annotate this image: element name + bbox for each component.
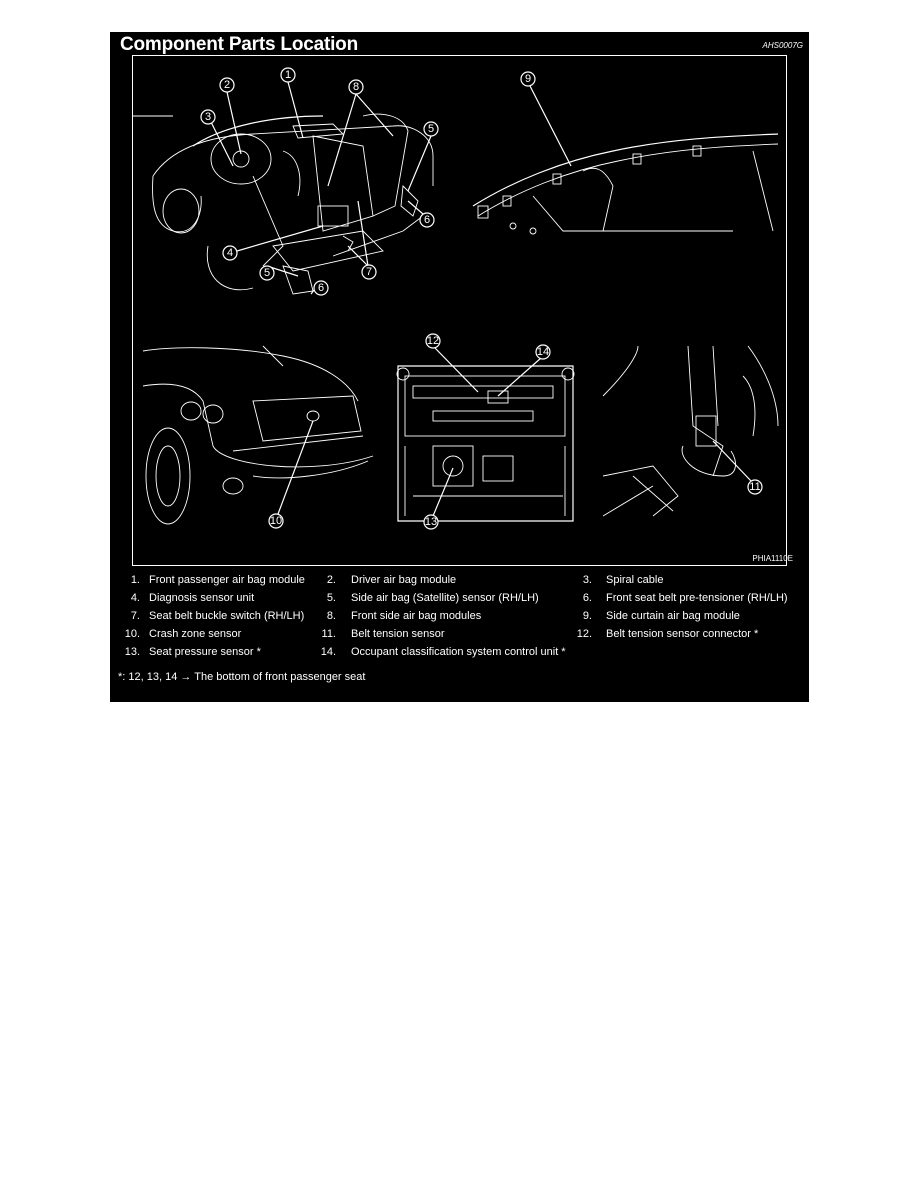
legend-label: Diagnosis sensor unit [149, 592, 255, 604]
legend-number: 13. [124, 646, 140, 658]
callout-group-belt [713, 441, 762, 494]
callout-group-cabin [201, 68, 438, 295]
callout-4: 4 [226, 247, 234, 259]
legend-label: Front passenger air bag module [149, 574, 305, 586]
legend-label: Driver air bag module [351, 574, 457, 586]
footnote: *: 12, 13, 14 → The bottom of front passenger seat [118, 671, 366, 683]
legend-label: Side curtain air bag module [606, 610, 740, 622]
legend-number: 14. [320, 646, 336, 658]
legend-label: Belt tension sensor [351, 628, 445, 640]
document-code: AHS0007G [762, 41, 803, 50]
page-title: Component Parts Location [120, 34, 358, 55]
figure-code: PHIA1110E [752, 554, 793, 563]
callout-2: 2 [223, 79, 231, 91]
legend-number: 9. [582, 610, 592, 622]
component-location-panel [110, 32, 809, 702]
callout-1: 1 [284, 69, 292, 81]
legend-number: 3. [582, 574, 592, 586]
callout-6: 6 [423, 214, 431, 226]
seat-underside-illustration [397, 366, 574, 521]
legend-number: 4. [130, 592, 140, 604]
cabin-interior-illustration [133, 114, 433, 294]
legend-number: 6. [582, 592, 592, 604]
legend-number: 11. [321, 628, 336, 640]
legend-label: Front side air bag modules [351, 610, 482, 622]
front-exterior-illustration [143, 346, 373, 524]
legend-number: 10. [124, 628, 140, 640]
callout-group-exterior [269, 421, 313, 528]
legend-number: 2. [326, 574, 336, 586]
legend-number: 8. [326, 610, 336, 622]
component-diagram [132, 55, 787, 566]
callout-14: 14 [536, 346, 550, 358]
callout-3: 3 [204, 111, 212, 123]
legend-label: Crash zone sensor [149, 628, 242, 640]
side-curtain-illustration [473, 134, 778, 234]
legend-number: 12. [576, 628, 592, 640]
callout-5: 5 [427, 123, 435, 135]
callout-6b: 6 [317, 282, 325, 294]
callout-7: 7 [365, 266, 373, 278]
legend-label: Front seat belt pre-tensioner (RH/LH) [606, 592, 788, 604]
legend-label: Side air bag (Satellite) sensor (RH/LH) [351, 592, 539, 604]
legend-number: 5. [326, 592, 336, 604]
callout-11: 11 [749, 481, 761, 493]
legend-number: 1. [130, 574, 140, 586]
callout-13: 13 [424, 516, 438, 528]
callout-12: 12 [426, 335, 440, 347]
callout-9: 9 [524, 73, 532, 85]
legend-label: Belt tension sensor connector * [606, 628, 759, 640]
callout-group-curtain [521, 72, 571, 166]
legend-label: Occupant classification system control unit * [351, 646, 566, 658]
legend-label: Spiral cable [606, 574, 664, 586]
callout-group-seat [424, 334, 550, 529]
legend-label: Seat belt buckle switch (RH/LH) [149, 610, 305, 622]
legend-number: 7. [130, 610, 140, 622]
callout-10: 10 [269, 515, 283, 527]
callout-8: 8 [352, 81, 360, 93]
callout-5b: 5 [263, 267, 271, 279]
legend-label: Seat pressure sensor * [149, 646, 261, 658]
diagram-illustration [133, 56, 788, 567]
